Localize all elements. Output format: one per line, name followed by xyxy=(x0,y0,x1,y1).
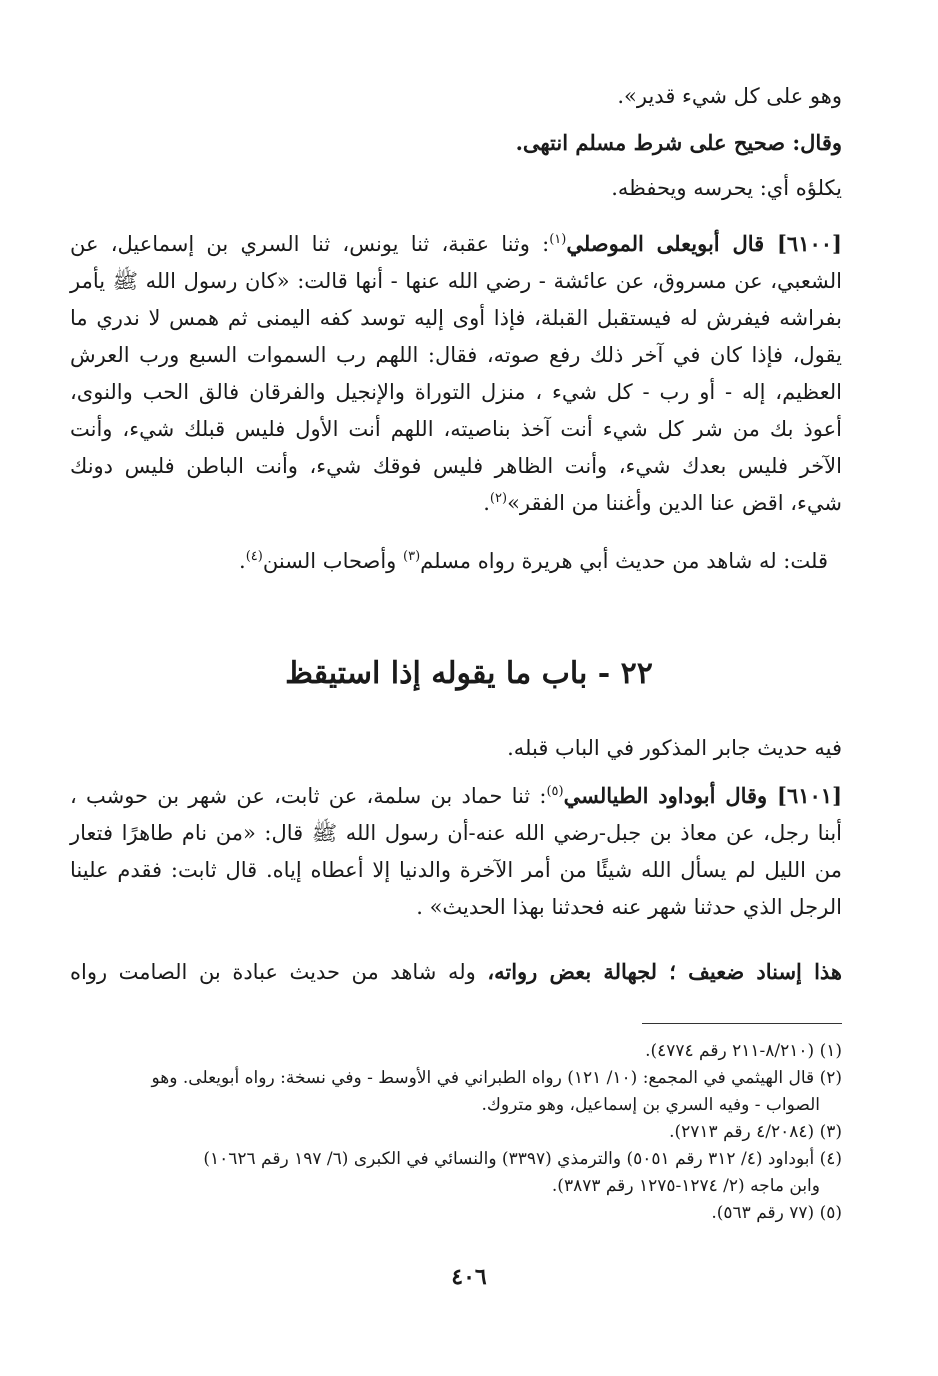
text-line: شيء، اقض عنا الدين وأغننا من الفقر»$^{(٢)}$. xyxy=(483,491,842,515)
text-line: أبنا رجل، عن معاذ بن جبل-رضي الله عنه-أن رسول الله ﷺ قال: «من نام طاهرًا فتعار xyxy=(70,821,842,845)
text-line: هذا إسناد ضعيف ؛ لجهالة بعض رواته، وله شاهد من حديث عبادة بن الصامت رواه xyxy=(70,959,843,984)
hadith-6100 xyxy=(70,225,842,522)
hadith-chain: : ثنا حماد بن سلمة، عن ثابت، عن شهر بن حوشب ، xyxy=(70,784,547,808)
text-line xyxy=(70,225,842,263)
footnote-3: (٣) (٤/٢٠٨٤ رقم ٢٧١٣). xyxy=(669,1122,842,1142)
chapter-heading: ٢٢ - باب ما يقوله إذا استيقظ xyxy=(285,656,653,691)
paragraph-chapter-intro xyxy=(70,730,842,767)
footnote-2: (٢) قال الهيثمي في المجمع: (١٠/ ١٢١) رواه الطبراني في الأوسط - وفي نسخة: رواه أبويعلى. وهو xyxy=(151,1068,842,1088)
footnote-marker: (٥) xyxy=(546,784,564,799)
text-line: الآخر فليس بعدك شيء، وأنت الظاهر فليس فوقك شيء، وأنت الباطن فليس دونك xyxy=(70,454,842,478)
footnote-marker: (٣) xyxy=(403,549,421,564)
text-line: بفراشه فيفرش له فيستقبل القبلة، فإذا أوى إليه توسد كفه اليمنى ثم همس لا ندري ما xyxy=(70,306,842,330)
paragraph-note xyxy=(70,543,828,580)
footnote-marker: (٢) xyxy=(489,491,508,506)
text-line: الشعبي، عن مسروق، عن عائشة - رضي الله عنها - أنها قالت: «كان رسول الله ﷺ يأمر xyxy=(70,269,842,293)
footnote-marker: (١) xyxy=(549,232,567,247)
paragraph-grading xyxy=(70,953,842,991)
footnote-1: (١) (٨/٢١٠-٢١١ رقم ٤٧٧٤). xyxy=(645,1041,842,1061)
page-number: ٤٠٦ xyxy=(451,1264,487,1290)
footnote-4-continuation: وابن ماجه (٢/ ١٢٧٤-١٢٧٥ رقم ٣٨٧٣). xyxy=(551,1176,820,1196)
footnote-divider xyxy=(642,1023,842,1024)
footnote-5: (٥) (٧٧ رقم ٥٦٣). xyxy=(711,1203,842,1223)
text-line: فيه حديث جابر المذكور في الباب قبله. xyxy=(507,736,842,760)
text-line: الرجل الذي حدثنا شهر عنه فحدثنا بهذا الحديث» . xyxy=(416,895,842,919)
hadith-chain: : وثنا عقبة، ثنا يونس، ثنا السري بن إسماعيل، عن xyxy=(70,232,550,256)
text-line xyxy=(70,777,842,815)
text-line: وقال: صحيح على شرط مسلم انتهى. xyxy=(515,130,842,155)
grading-verdict: هذا إسناد ضعيف ؛ لجهالة بعض رواته، xyxy=(487,959,843,984)
text-line: يقول، فإذا كان في آخر ذلك رفع صوته، فقال: اللهم رب السموات السبع ورب العرش xyxy=(70,343,842,367)
hadith-reference: [٦١٠١] وقال أبوداود الطيالسي xyxy=(563,783,843,808)
footnote-2-continuation: الصواب - وفيه السري بن إسماعيل، وهو متروك. xyxy=(481,1095,820,1115)
text-line: أعوذ بك من شر كل شيء أنت آخذ بناصيته، اللهم أنت الأول فليس قبلك شيء، وأنت xyxy=(70,417,842,441)
text-line: يكلؤه أي: يحرسه ويحفظه. xyxy=(611,176,842,200)
text-line: قلت: له شاهد من حديث أبي هريرة رواه مسلم$^{(٣)}$ وأصحاب السنن$^{(٤)}$. xyxy=(239,549,828,573)
paragraph-word-explanation xyxy=(70,170,842,207)
paragraph-authentication xyxy=(70,124,842,161)
text-line: من الليل لم يسأل الله شيئًا من أمر الآخرة والدنيا إلا أعطاه إياه. قال ثابت: فقدم علينا xyxy=(70,858,842,882)
footnote-4: (٤) أبوداود (٤/ ٣١٢ رقم ٥٠٥١) والترمذي (٣٣٩٧) والنسائي في الكبرى (٦/ ١٩٧ رقم ١٠٦٢٦) xyxy=(203,1149,842,1169)
text-line: وهو على كل شيء قدير». xyxy=(617,84,842,108)
footnote-marker: (٤) xyxy=(245,549,263,564)
text-line: العظيم، إله - أو رب - كل شيء ، منزل التوراة والإنجيل والفرقان فالق الحب والنوى، xyxy=(70,380,842,404)
footnotes xyxy=(75,1038,842,1227)
hadith-6101 xyxy=(70,777,842,926)
hadith-reference: [٦١٠٠] قال أبويعلى الموصلي xyxy=(566,231,842,256)
paragraph-hadith-ending xyxy=(70,78,842,115)
